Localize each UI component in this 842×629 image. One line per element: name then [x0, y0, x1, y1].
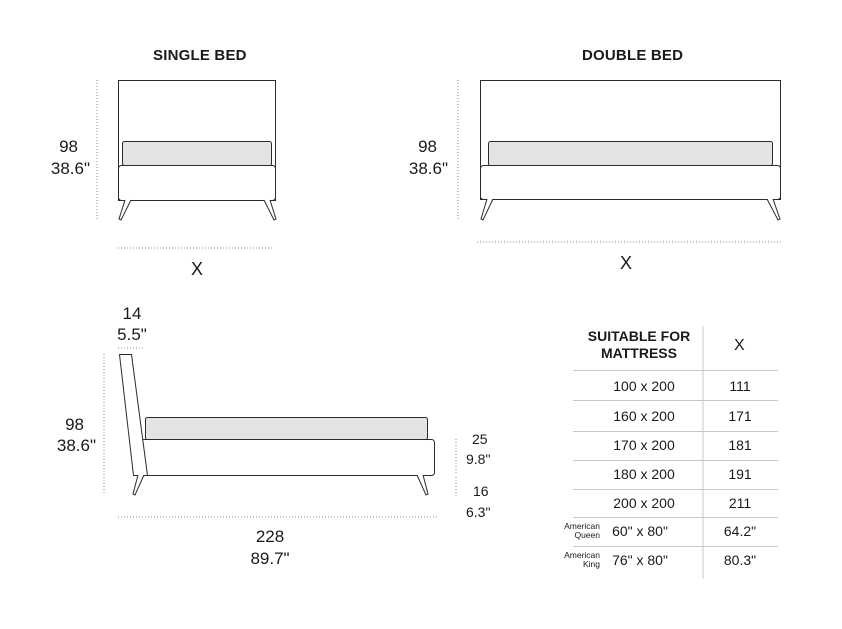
double-height-in: 38.6"	[408, 159, 448, 178]
single-leg-right	[264, 200, 276, 220]
side-leg-left	[133, 475, 144, 495]
table-cell-x: 80.3"	[723, 552, 757, 568]
table-header-mattress: SUITABLE FOR MATTRESS	[587, 328, 691, 361]
single-leg-left	[119, 200, 131, 220]
double-base	[481, 166, 781, 200]
table-cell-x: 191	[728, 466, 752, 482]
side-leg-right	[417, 475, 428, 495]
leg-height-cm: 16	[473, 483, 489, 499]
double-bed-front-view	[481, 81, 781, 221]
headboard-depth-cm: 14	[122, 304, 142, 323]
table-cell-x: 171	[728, 408, 752, 424]
single-bed-title: SINGLE BED	[153, 47, 247, 64]
side-height-in: 38.6"	[56, 436, 96, 455]
double-bed-title: DOUBLE BED	[582, 47, 684, 64]
side-headboard	[120, 355, 148, 476]
table-cell-x: 181	[728, 437, 752, 453]
table-cell-mattress: 160 x 200	[613, 408, 675, 424]
double-leg-left	[481, 199, 493, 220]
headboard-depth-in: 5.5"	[117, 325, 147, 344]
single-height-cm: 98	[59, 137, 78, 156]
table-cell-mattress: 200 x 200	[613, 495, 675, 511]
table-cell-mattress: 180 x 200	[613, 466, 675, 482]
table-cell-x: 111	[729, 378, 751, 394]
table-cell-x: 64.2"	[723, 523, 757, 539]
frame-height-cm: 25	[472, 431, 488, 447]
single-mattress	[123, 142, 272, 166]
table-cell-mattress: 170 x 200	[613, 437, 675, 453]
side-base	[141, 440, 435, 476]
side-length-cm: 228	[255, 527, 285, 546]
leg-height-in: 6.3"	[466, 504, 491, 520]
double-width-label: X	[620, 253, 633, 273]
bed-side-view	[120, 355, 435, 496]
table-cell-mattress: 100 x 200	[613, 378, 675, 394]
table-header-x: X	[734, 337, 745, 354]
table-cell-mattress: 76" x 80"	[612, 552, 668, 568]
double-height-cm: 98	[418, 137, 437, 156]
single-bed-front-view	[119, 81, 277, 221]
side-mattress	[146, 418, 428, 440]
single-height-in: 38.6"	[50, 159, 90, 178]
table-cell-x: 211	[728, 495, 752, 511]
single-base	[119, 166, 276, 201]
frame-height-in: 9.8"	[466, 451, 491, 467]
single-width-label: X	[191, 259, 204, 279]
double-mattress	[489, 142, 773, 166]
table-cell-prefix: American King	[564, 550, 600, 569]
table-cell-mattress: 60" x 80"	[612, 523, 668, 539]
table-cell-prefix: American Queen	[564, 521, 600, 540]
side-length-in: 89.7"	[250, 549, 290, 568]
double-leg-right	[767, 199, 780, 220]
side-height-cm: 98	[65, 415, 84, 434]
